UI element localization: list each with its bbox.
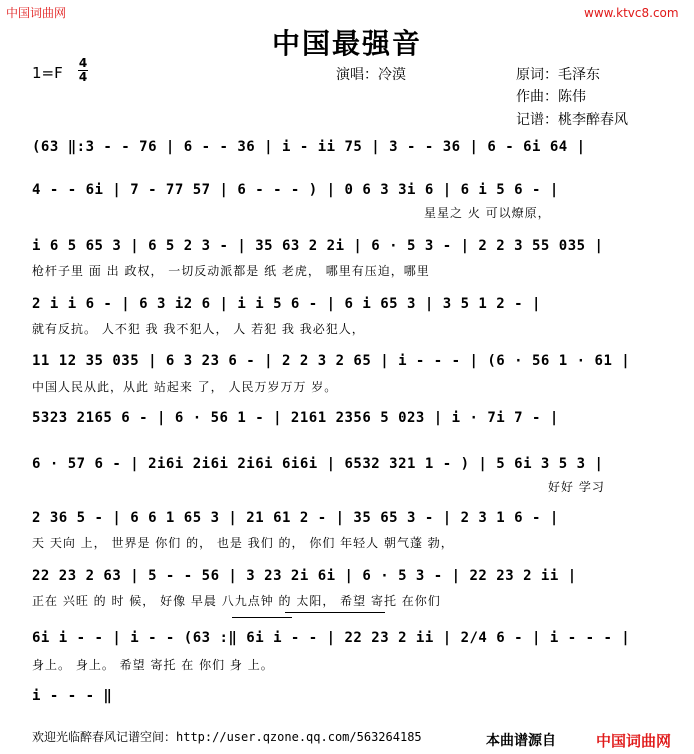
score-row-lyrics: 身上。 身上。 希望 寄托 在 你们 身 上。	[32, 658, 274, 672]
score-row-notes: 22 23 2 63 | 5 - - 56 | 3 23 2i 6i | 6 · 5 3 - | 22 23 2 ii |	[32, 568, 577, 584]
score-row-lyrics: 就有反抗。 人不犯 我 我不犯人， 人 若犯 我 我必犯人，	[32, 322, 365, 336]
score-row-notes: (63 ‖:3 - - 76 | 6 - - 36 | i - ii 75 | 3 - - 36 | 6 - 6i 64 |	[32, 139, 586, 155]
volta-1-bracket	[232, 617, 292, 618]
score-row-notes: 11 12 35 035 | 6 3 23 6 - | 2 2 3 2 65 | i - - - | (6 · 56 1 · 61 |	[32, 353, 631, 369]
transcriber-credit: 记谱：桃李醉春风	[516, 112, 628, 128]
score-row-notes: 6i i - - | i - - (63 :‖ 6i i - - | 22 23 2 ii | 2/4 6 - | i - - - |	[32, 630, 631, 646]
footer-text: 欢迎光临醉春风记谱空间：http://user.qzone.qq.com/563264185	[32, 730, 422, 744]
meter-bottom: 4	[78, 70, 88, 84]
score-row-lyrics: 正在 兴旺 的 时 候， 好像 早晨 八九点钟 的 太阳， 希望 寄托 在你们	[32, 594, 441, 608]
score-row-notes: i 6 5 65 3 | 6 5 2 3 - | 35 63 2 2i | 6 · 5 3 - | 2 2 3 55 035 |	[32, 238, 604, 254]
score-row-notes: 4 - - 6i | 7 - 77 57 | 6 - - - ) | 0 6 3 3i 6 | 6 i 5 6 - |	[32, 182, 559, 198]
score-row-lyrics: 枪杆子里 面 出 政权， 一切反动派都是 纸 老虎， 哪里有压迫，哪里	[32, 264, 430, 278]
composer-credit: 作曲：陈伟	[516, 89, 586, 105]
score-row-lyrics: 好好 学习	[548, 480, 605, 494]
score-row-notes: 5323 2165 6 - | 6 · 56 1 - | 2161 2356 5 023 | i · 7i 7 - |	[32, 410, 559, 426]
score-row-notes: 2 i i 6 - | 6 3 i2 6 | i i 5 6 - | 6 i 65 3 | 3 5 1 2 - |	[32, 296, 541, 312]
watermark-right: www.ktvc8.com	[584, 6, 679, 20]
score-row-notes: 6 · 57 6 - | 2i6i 2i6i 2i6i 6i6i | 6532 321 1 - ) | 5 6i 3 5 3 |	[32, 456, 604, 472]
watermark-left: 中国词曲网	[6, 6, 67, 20]
source-label: 本曲谱源自	[486, 733, 556, 749]
score-row-lyrics: 天 天向 上， 世界是 你们 的， 也是 我们 的， 你们 年轻人 朝气蓬 勃，	[32, 536, 454, 550]
lyricist-credit: 原词：毛泽东	[516, 67, 600, 83]
score-row-notes: 2 36 5 - | 6 6 1 65 3 | 21 61 2 - | 35 65 3 - | 2 3 1 6 - |	[32, 510, 559, 526]
key-signature: 1=F	[32, 64, 63, 82]
score-row-notes: i - - - ‖	[32, 688, 113, 704]
source-site: 中国词曲网	[596, 732, 672, 750]
meter-top: 4	[78, 56, 88, 70]
score-row-lyrics: 星星之 火 可以燎原，	[424, 206, 551, 220]
singer-credit: 演唱：冷漠	[336, 67, 406, 83]
volta-2-bracket	[285, 612, 385, 613]
song-title: 中国最强音	[271, 27, 422, 60]
time-signature	[78, 58, 88, 83]
score-row-lyrics: 中国人民从此，从此 站起来 了， 人民万岁万万 岁。	[32, 380, 338, 394]
